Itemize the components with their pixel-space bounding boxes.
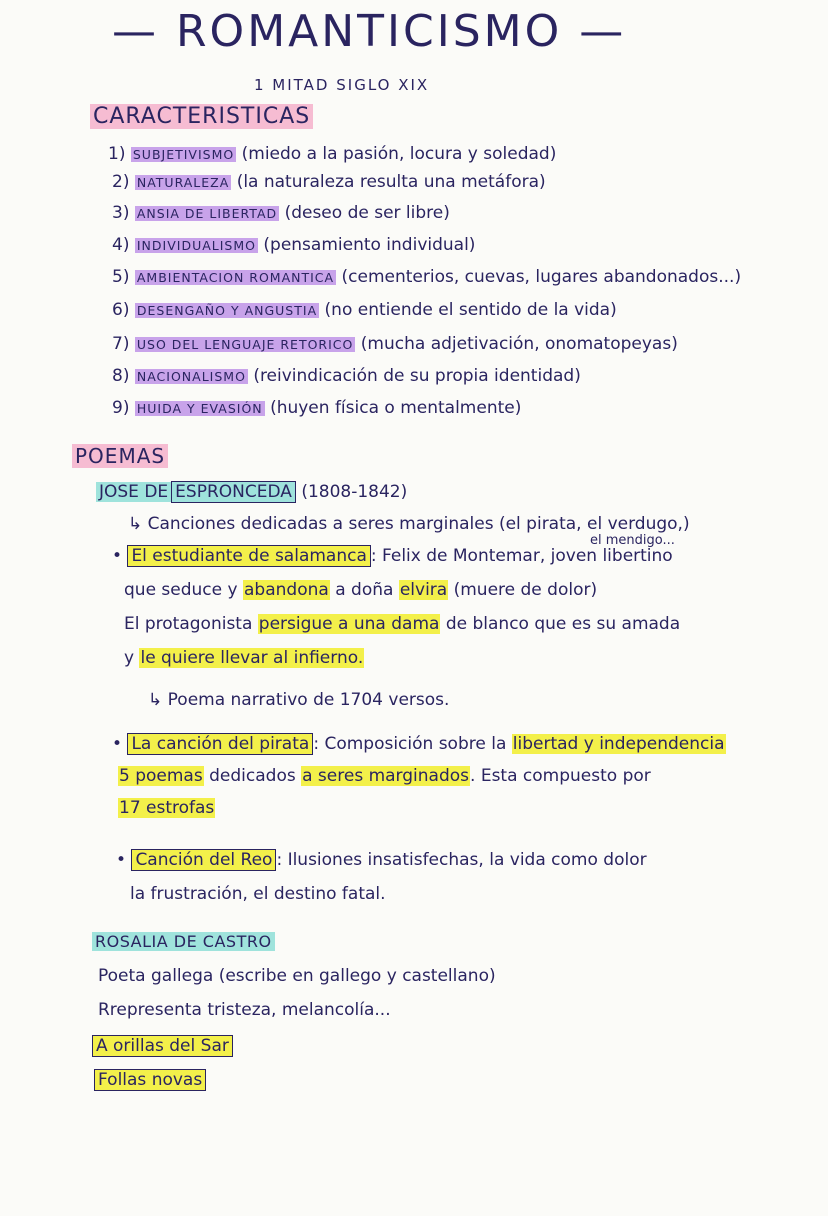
characteristics-heading: CARACTERISTICAS <box>90 104 313 129</box>
list-item: 1) SUBJETIVISMO (miedo a la pasión, locura y soledad) <box>108 144 557 164</box>
list-item: 6) DESENGAÑO Y ANGUSTIA (no entiende el sentido de la vida) <box>112 300 617 320</box>
espronceda-heading: JOSE DE ESPRONCEDA (1808-1842) <box>96 482 407 502</box>
list-item: 5) AMBIENTACION ROMANTICA (cementerios, cuevas, lugares abandonados...) <box>112 267 742 287</box>
estudiante-line-2: que seduce y abandona a doña elvira (muere de dolor) <box>124 580 598 600</box>
espronceda-note: ↳ Canciones dedicadas a seres marginales (el pirata, el verdugo,) <box>128 514 690 534</box>
reo-line-1: • Canción del Reo : Ilusiones insatisfechas, la vida como dolor <box>116 850 647 870</box>
page-subtitle: 1 MITAD SIGLO XIX <box>254 76 430 94</box>
list-item: 2) NATURALEZA (la naturaleza resulta una metáfora) <box>112 172 546 192</box>
pirata-line-1: • La canción del pirata : Composición sobre la libertad y independencia <box>112 734 725 754</box>
rosalia-heading: ROSALIA DE CASTRO <box>92 932 275 951</box>
pirata-line-3: 17 estrofas <box>119 798 215 818</box>
estudiante-line-3: El protagonista persigue a una dama de blanco que es su amada <box>124 614 681 634</box>
page-title: — ROMANTICISMO — <box>112 6 627 57</box>
estudiante-line-4: y le quiere llevar al infierno. <box>124 648 364 668</box>
list-item: 4) INDIVIDUALISMO (pensamiento individual) <box>112 235 476 255</box>
estudiante-note: ↳ Poema narrativo de 1704 versos. <box>148 690 450 710</box>
list-item: 9) HUIDA Y EVASIÓN (huyen física o mentalmente) <box>112 398 522 418</box>
rosalia-book-2: Follas novas <box>94 1070 206 1090</box>
rosalia-book-1: A orillas del Sar <box>92 1036 233 1056</box>
list-item: 7) USO DEL LENGUAJE RETORICO (mucha adjetivación, onomatopeyas) <box>112 334 678 354</box>
list-item: 3) ANSIA DE LIBERTAD (deseo de ser libre) <box>112 203 450 223</box>
estudiante-line-1: • El estudiante de salamanca : Felix de Montemar, joven libertino <box>112 546 673 566</box>
reo-line-2: la frustración, el destino fatal. <box>130 884 386 904</box>
rosalia-line-1: Poeta gallega (escribe en gallego y castellano) <box>98 966 496 986</box>
list-item: 8) NACIONALISMO (reivindicación de su propia identidad) <box>112 366 581 386</box>
espronceda-note-extra: el mendigo... <box>590 533 675 548</box>
pirata-line-2: 5 poemas dedicados a seres marginados. Esta compuesto por <box>119 766 651 786</box>
rosalia-line-2: Rrepresenta tristeza, melancolía... <box>98 1000 391 1020</box>
poems-heading: POEMAS <box>72 444 168 468</box>
